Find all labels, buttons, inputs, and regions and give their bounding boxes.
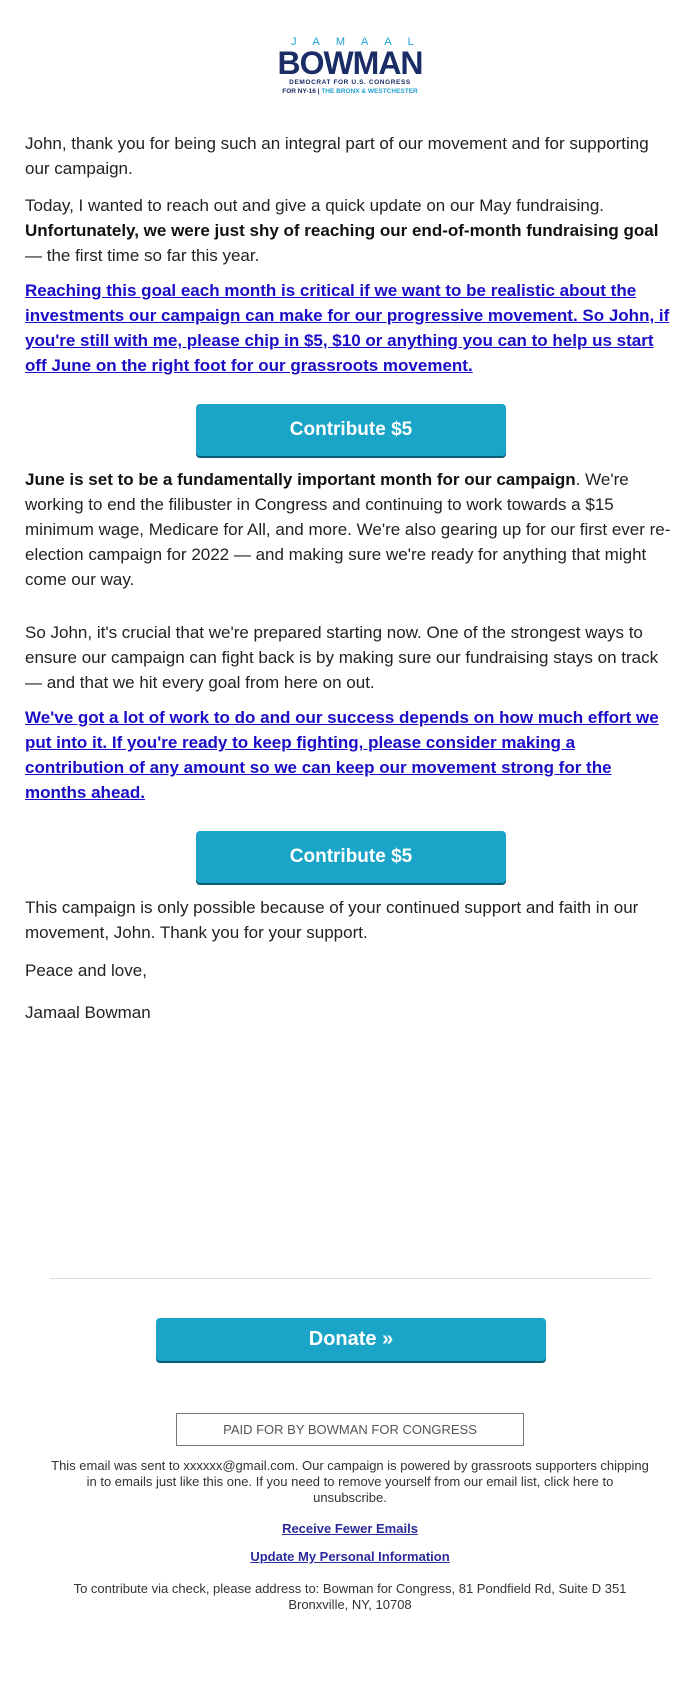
unsubscribe-notice[interactable]: This email was sent to xxxxxx@gmail.com. Our campaign is powered by grassroots supporters chipping in to emails just like this one. If you need to remove yourself from our email list, click here to unsubscribe.	[51, 1458, 649, 1505]
ask-link-wrap-2	[25, 705, 675, 805]
update-paragraph-wrap	[25, 193, 675, 268]
campaign-logo	[277, 36, 430, 102]
thanks-paragraph-wrap	[25, 895, 675, 945]
june-bold: June is set to be a fundamentally important month for our campaign	[25, 470, 576, 489]
fewer-emails-wrap	[50, 1521, 650, 1537]
check-address: To contribute via check, please address to: Bowman for Congress, 81 Pondfield Rd, Suite D 351 Bronxville, NY, 10708	[73, 1581, 627, 1612]
logo-district: FOR NY-16	[282, 88, 316, 95]
logo-first-name: JAMAAL	[291, 36, 430, 48]
logo-tagline: DEMOCRAT FOR U.S. CONGRESS	[289, 79, 411, 86]
intro-paragraph-wrap	[25, 131, 675, 181]
update-info-wrap	[50, 1549, 650, 1565]
logo-separator: |	[317, 88, 320, 95]
logo-district-line	[277, 87, 423, 97]
update-intro: Today, I wanted to reach out and give a quick update on our May fundraising.	[25, 196, 604, 215]
signature-wrap	[25, 1000, 675, 1025]
update-end: — the first time so far this year.	[25, 246, 260, 265]
update-paragraph	[25, 193, 675, 268]
donate-button[interactable]: Donate »	[156, 1318, 546, 1361]
contribute-link-1[interactable]: Reaching this goal each month is critical if we want to be realistic about the investments our campaign can make for our progressive movement. So John, if you're still with me, please chip in $5, $10 or anything you can to help us start off June on the right foot for our grassroots movement.	[25, 281, 670, 375]
june-paragraph-wrap	[25, 467, 675, 592]
ask-link-wrap-1	[25, 278, 675, 378]
contribute-link-2[interactable]: We've got a lot of work to do and our success depends on how much effort we put into it. If you're ready to keep fighting, please consider making a contribution of any amount so we can keep our movement strong for the months ahead.	[25, 708, 659, 802]
paid-for-disclaimer: PAID FOR BY BOWMAN FOR CONGRESS	[176, 1413, 524, 1446]
june-paragraph	[25, 467, 675, 592]
thanks-paragraph: This campaign is only possible because of your continued support and faith in our movement, John. Thank you for your support.	[25, 898, 639, 942]
update-personal-info-link[interactable]: Update My Personal Information	[250, 1549, 450, 1564]
signature: Jamaal Bowman	[25, 1003, 151, 1022]
footer-divider	[50, 1278, 651, 1279]
crucial-paragraph: So John, it's crucial that we're prepared starting now. One of the strongest ways to ensure our campaign can fight back is by making sure our fundraising stays on track — and that we hit every goal from here on out.	[25, 623, 659, 692]
closing: Peace and love,	[25, 961, 147, 980]
logo-last-name: BOWMAN	[277, 45, 423, 81]
logo-region: THE BRONX & WESTCHESTER	[321, 88, 418, 95]
june-rest: . We're working to end the filibuster in Congress and continuing to work towards a $15 minimum wage, Medicare for All, and more. We're also gearing up for our first ever re-election campaign for 2022 — and making sure we're ready for anything that might come our way.	[25, 470, 671, 589]
closing-wrap	[25, 958, 675, 983]
contribute-button-1[interactable]: Contribute $5	[196, 404, 506, 456]
update-bold: Unfortunately, we were just shy of reaching our end-of-month fundraising goal	[25, 221, 659, 240]
intro-paragraph: John, thank you for being such an integral part of our movement and for supporting our campaign.	[25, 134, 649, 178]
crucial-paragraph-wrap	[25, 620, 675, 695]
contribute-button-2[interactable]: Contribute $5	[196, 831, 506, 883]
receive-fewer-emails-link[interactable]: Receive Fewer Emails	[282, 1521, 418, 1536]
